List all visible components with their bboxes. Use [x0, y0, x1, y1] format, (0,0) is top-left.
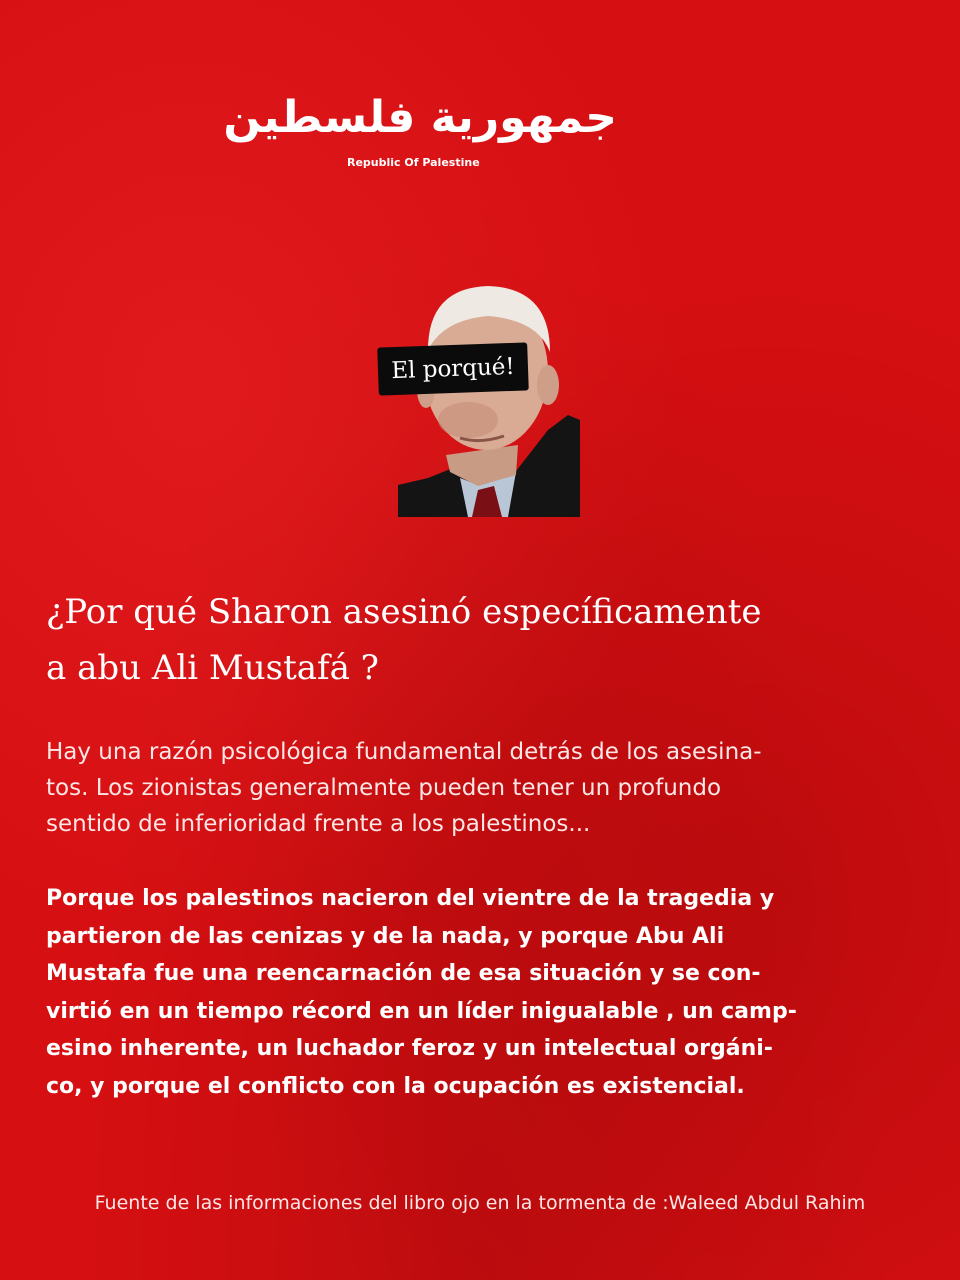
republic-of-palestine-logo: [223, 88, 617, 174]
body-line-3: Mustafa fue una reencarnación de esa situación y se con-: [46, 961, 761, 986]
intro-paragraph: [46, 734, 926, 842]
logo-latin-text: Republic Of Palestine: [347, 156, 480, 169]
logo-arabic-text: جمهورية فلسطين: [223, 92, 617, 143]
source-footer: Fuente de las informaciones del libro ojo en la tormenta de :Waleed Abdul Rahim: [94, 1192, 866, 1214]
body-line-1: Porque los palestinos nacieron del vientre de la tragedia y: [46, 886, 775, 911]
headline-line-1: ¿Por qué Sharon asesinó específicamente: [46, 592, 762, 632]
headline: [46, 584, 926, 696]
intro-line-2: tos. Los zionistas generalmente pueden tener un profundo: [46, 775, 722, 801]
body-line-2: partieron de las cenizas y de la nada, y porque Abu Ali: [46, 923, 725, 949]
intro-line-3: sentido de inferioridad frente a los palestinos...: [46, 811, 591, 837]
headline-line-2: a abu Ali Mustafá ?: [46, 648, 379, 688]
portrait-photo: [398, 280, 580, 517]
intro-line-1: Hay una razón psicológica fundamental detrás de los asesina-: [46, 739, 762, 765]
censor-caption: El porqué!: [390, 353, 516, 385]
body-line-5: esino inherente, un luchador feroz y un intelectual orgáni-: [46, 1036, 773, 1061]
body-line-4: virtió en un tiempo récord en un líder inigualable , un camp-: [46, 998, 797, 1024]
body-line-6: co, y porque el conflicto con la ocupación es existencial.: [46, 1073, 745, 1099]
body-paragraph: [46, 880, 926, 1105]
